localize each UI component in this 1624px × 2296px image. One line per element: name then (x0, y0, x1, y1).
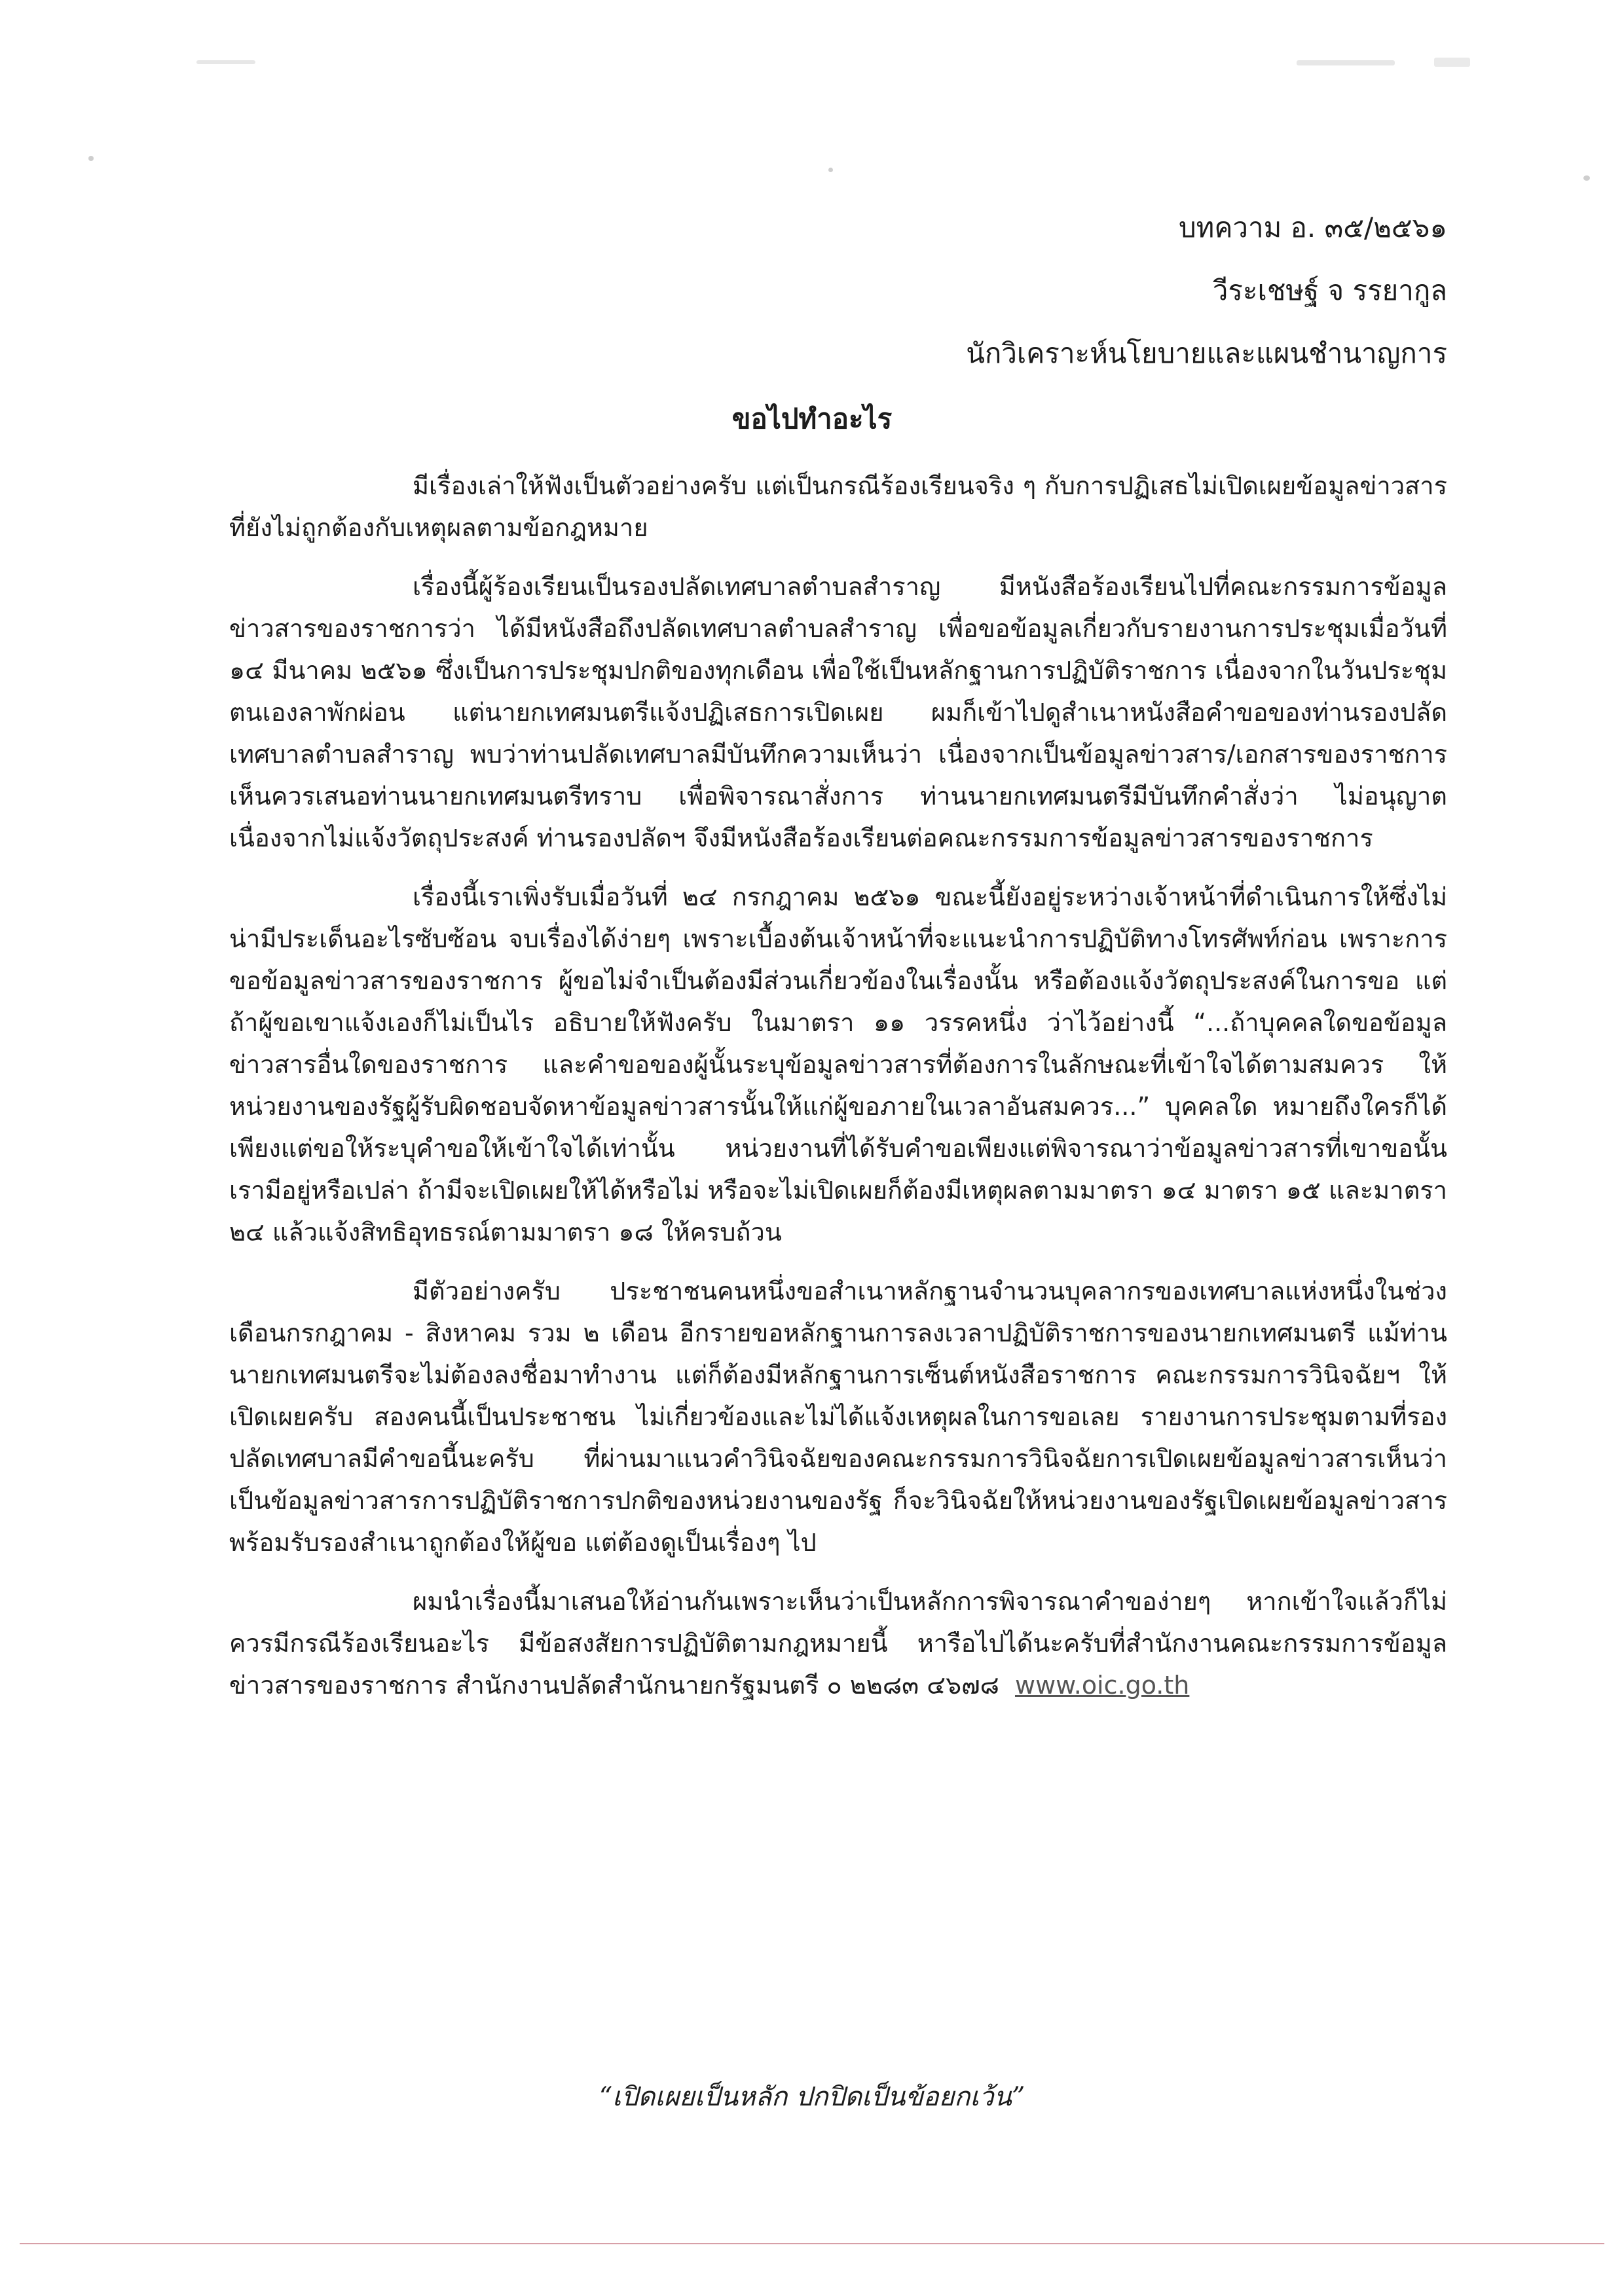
document-header (966, 196, 1447, 385)
article-body (229, 465, 1447, 1723)
paragraph: มีตัวอย่างครับ ประชาชนคนหนึ่งขอสำเนาหลักฐานจำนวนบุคลากรของเทศบาลแห่งหนึ่งในช่วงเดือนกรกฎาคม - สิงหาคม รวม ๒ เดือน อีกรายขอหลักฐานการลงเวลาปฏิบัติราชการของนายกเทศมนตรี แม้ท่านนายกเทศมนตรีจะไม่ต้องลงชื่อมาทำงาน แต่ก็ต้องมีหลักฐานการเซ็นต์หนังสือราชการ คณะกรรมการวินิจฉัยฯ ให้เปิดเผยครับ สองคนนี้เป็นประชาชน ไม่เกี่ยวข้องและไม่ได้แจ้งเหตุผลในการขอเลย รายงานการประชุมตามที่รองปลัดเทศบาลมีคำขอนี้นะครับ ที่ผ่านมาแนวคำวินิจฉัยของคณะกรรมการวินิจฉัยการเปิดเผยข้อมูลข่าวสารเห็นว่า เป็นข้อมูลข่าวสารการปฏิบัติราชการปกติของหน่วยงานของรัฐ ก็จะวินิจฉัยให้หน่วยงานของรัฐเปิดเผยข้อมูลข่าวสาร พร้อมรับรองสำเนาถูกต้องให้ผู้ขอ แต่ต้องดูเป็นเรื่องๆ ไป (229, 1277, 1447, 1557)
author-name: วีระเชษฐ์ จ รรยากูล (1212, 274, 1447, 306)
scan-artifact (1583, 175, 1590, 181)
website-link[interactable]: www.oic.go.th (1014, 1671, 1190, 1700)
scan-artifact (88, 156, 94, 161)
paragraph: เรื่องนี้เราเพิ่งรับเมื่อวันที่ ๒๔ กรกฎาคม ๒๕๖๑ ขณะนี้ยังอยู่ระหว่างเจ้าหน้าที่ดำเนินการให้ซึ่งไม่น่ามีประเด็นอะไรซับซ้อน จบเรื่องได้ง่ายๆ เพราะเบื้องต้นเจ้าหน้าที่จะแนะนำการปฏิบัติทางโทรศัพท์ก่อน เพราะการขอข้อมูลข่าวสารของราชการ ผู้ขอไม่จำเป็นต้องมีส่วนเกี่ยวข้องในเรื่องนั้น หรือต้องแจ้งวัตถุประสงค์ในการขอ แต่ถ้าผู้ขอเขาแจ้งเองก็ไม่เป็นไร อธิบายให้ฟังครับ ในมาตรา ๑๑ วรรคหนึ่ง ว่าไว้อย่างนี้ “...ถ้าบุคคลใดขอข้อมูลข่าวสารอื่นใดของราชการ และคำขอของผู้นั้นระบุข้อมูลข่าวสารที่ต้องการในลักษณะที่เข้าใจได้ตามสมควร ให้หน่วยงานของรัฐผู้รับผิดชอบจัดหาข้อมูลข่าวสารนั้นให้แก่ผู้ขอภายในเวลาอันสมควร...” บุคคลใด หมายถึงใครก็ได้ เพียงแต่ขอให้ระบุคำขอให้เข้าใจได้เท่านั้น หน่วยงานที่ได้รับคำขอเพียงแต่พิจารณาว่าข้อมูลข่าวสารที่เขาขอนั้น เรามีอยู่หรือเปล่า ถ้ามีจะเปิดเผยให้ได้หรือไม่ หรือจะไม่เปิดเผยก็ต้องมีเหตุผลตามมาตรา ๑๔ มาตรา ๑๕ และมาตรา ๒๔ แล้วแจ้งสิทธิอุทธรณ์ตามมาตรา ๑๘ ให้ครบถ้วน (229, 883, 1447, 1247)
document-number: บทความ อ. ๓๕/๒๕๖๑ (1178, 211, 1447, 244)
author-position: นักวิเคราะห์นโยบายและแผนชำนาญการ (966, 337, 1447, 369)
scan-artifact (196, 60, 255, 64)
paragraph: เรื่องนี้ผู้ร้องเรียนเป็นรองปลัดเทศบาลตำบลสำราญ มีหนังสือร้องเรียนไปที่คณะกรรมการข้อมูลข่าวสารของราชการว่า ได้มีหนังสือถึงปลัดเทศบาลตำบลสำราญ เพื่อขอข้อมูลเกี่ยวกับรายงานการประชุมเมื่อวันที่ ๑๔ มีนาคม ๒๕๖๑ ซึ่งเป็นการประชุมปกติของทุกเดือน เพื่อใช้เป็นหลักฐานการปฏิบัติราชการ เนื่องจากในวันประชุมตนเองลาพักผ่อน แต่นายกเทศมนตรีแจ้งปฏิเสธการเปิดเผย ผมก็เข้าไปดูสำเนาหนังสือคำขอของท่านรองปลัดเทศบาลตำบลสำราญ พบว่าท่านปลัดเทศบาลมีบันทึกความเห็นว่า เนื่องจากเป็นข้อมูลข่าวสาร/เอกสารของราชการ เห็นควรเสนอท่านนายกเทศมนตรีทราบ เพื่อพิจารณาสั่งการ ท่านนายกเทศมนตรีมีบันทึกคำสั่งว่า ไม่อนุญาต เนื่องจากไม่แจ้งวัตถุประสงค์ ท่านรองปลัดฯ จึงมีหนังสือร้องเรียนต่อคณะกรรมการข้อมูลข่าวสารของราชการ (229, 572, 1447, 852)
closing-paragraph (229, 1580, 1447, 1706)
paragraph: มีเรื่องเล่าให้ฟังเป็นตัวอย่างครับ แต่เป็นกรณีร้องเรียนจริง ๆ กับการปฏิเสธไม่เปิดเผยข้อมูลข่าวสารที่ยังไม่ถูกต้องกับเหตุผลตามข้อกฎหมาย (229, 471, 1447, 542)
slogan: “เปิดเผยเป็นหลัก ปกปิดเป็นข้อยกเว้น” (599, 2082, 1025, 2112)
scan-artifact (828, 168, 833, 172)
closing-paragraph-text: ผมนำเรื่องนี้มาเสนอให้อ่านกันเพราะเห็นว่าเป็นหลักการพิจารณาคำของ่ายๆ หากเข้าใจแล้วก็ไม่ควรมีกรณีร้องเรียนอะไร มีข้อสงสัยการปฏิบัติตามกฎหมายนี้ หารือไปได้นะครับที่สำนักงานคณะกรรมการข้อมูลข่าวสารของราชการ สำนักงานปลัดสำนักนายกรัฐมนตรี ๐ ๒๒๘๓ ๔๖๗๘ (229, 1587, 1447, 1700)
document-title: ขอไปทำอะไร (731, 403, 893, 435)
footer-divider (20, 2243, 1604, 2244)
scan-artifact (1297, 60, 1395, 65)
scan-artifact (1434, 58, 1470, 67)
